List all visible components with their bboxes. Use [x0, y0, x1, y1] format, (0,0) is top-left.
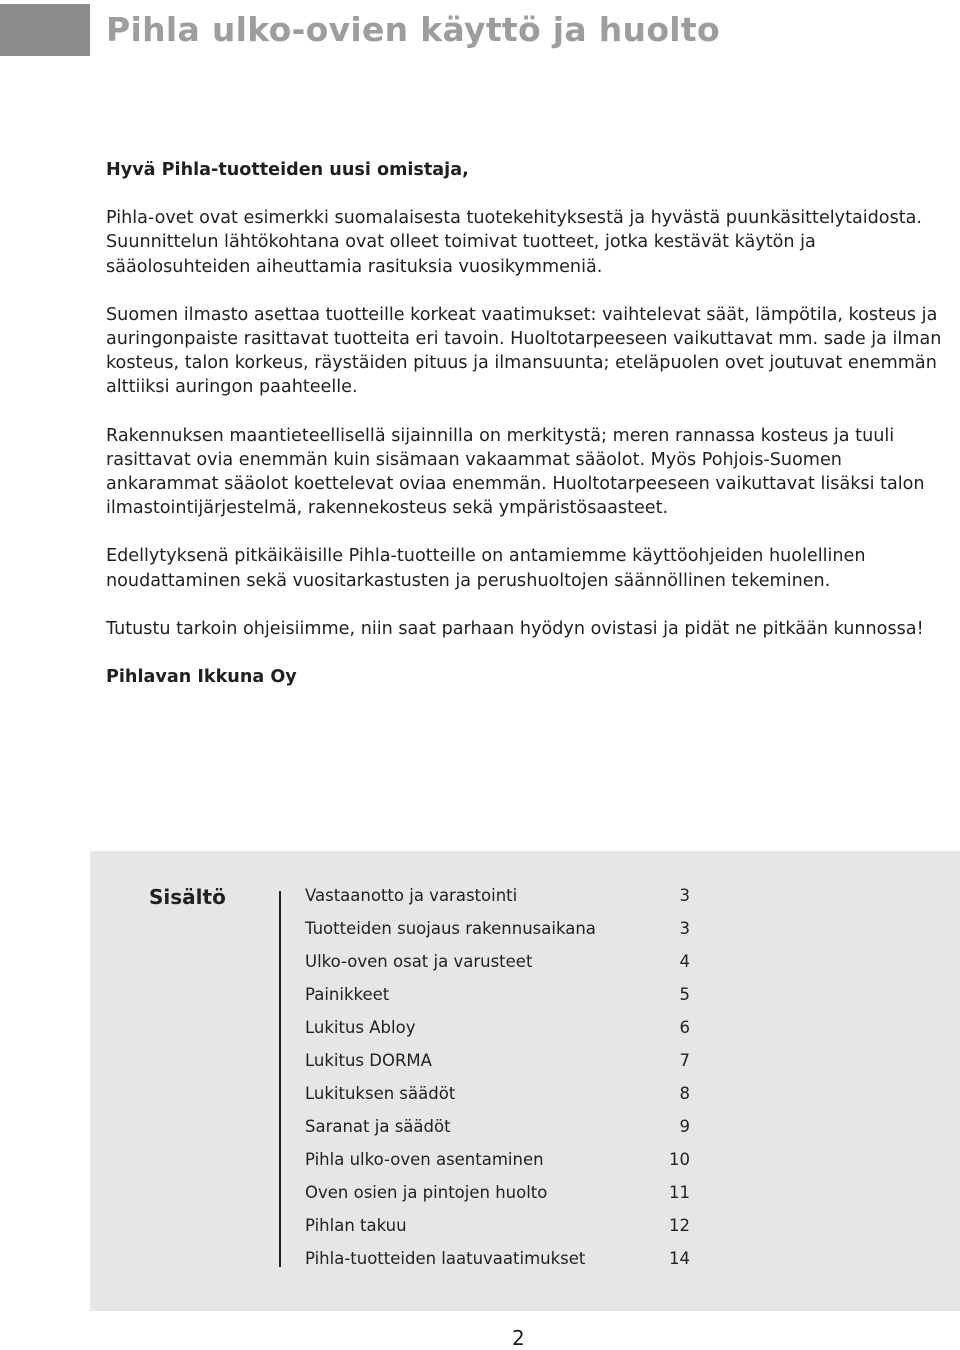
- paragraph: Rakennuksen maantieteellisellä sijainnilla on merkitystä; meren rannassa kosteus ja tuuli rasittavat ovia enemmän kuin sisämaan vakaammat sääolot. Myös Pohjois-Suomen ankarammat sääolot koettelevat oviaa enemmän. Huoltotarpeeseen vaikuttavat lisäksi talon ilmastointijärjestelmä, rakennekosteus sekä ympäristösaasteet.: [106, 425, 925, 519]
- toc-item[interactable]: [305, 1150, 690, 1183]
- toc-item-label: Saranat ja säädöt: [305, 1117, 451, 1136]
- toc-item-label: Tuotteiden suojaus rakennusaikana: [305, 919, 596, 938]
- toc-item[interactable]: [305, 1084, 690, 1117]
- paragraph: Tutustu tarkoin ohjeisiimme, niin saat parhaan hyödyn ovistasi ja pidät ne pitkään kunnossa!: [106, 618, 924, 639]
- table-of-contents: [90, 851, 960, 1311]
- toc-item-page: 8: [679, 1084, 690, 1103]
- toc-item-page: 12: [669, 1216, 690, 1235]
- toc-heading: Sisältö: [149, 885, 226, 909]
- toc-list: [305, 886, 690, 1282]
- toc-item[interactable]: [305, 1249, 690, 1282]
- toc-item-page: 6: [679, 1018, 690, 1037]
- toc-item-label: Pihla ulko-oven asentaminen: [305, 1150, 544, 1169]
- toc-item[interactable]: [305, 952, 690, 985]
- toc-item-page: 4: [679, 952, 690, 971]
- toc-item-label: Ulko-oven osat ja varusteet: [305, 952, 533, 971]
- greeting: Hyvä Pihla-tuotteiden uusi omistaja,: [106, 160, 469, 180]
- toc-item[interactable]: [305, 985, 690, 1018]
- toc-item-page: 3: [679, 919, 690, 938]
- toc-item-page: 7: [679, 1051, 690, 1070]
- toc-item-label: Vastaanotto ja varastointi: [305, 886, 518, 905]
- header-accent-block: [0, 4, 90, 56]
- paragraph: Pihla-ovet ovat esimerkki suomalaisesta tuotekehityksestä ja hyvästä puunkäsittelytaidosta. Suunnittelun lähtökohtana ovat olleet toimivat tuotteet, jotka kestävät käytön ja sääolosuhteiden aiheuttamia rasituksia vuosikymmeniä.: [106, 208, 923, 277]
- toc-item[interactable]: [305, 1216, 690, 1249]
- toc-item[interactable]: [305, 919, 690, 952]
- toc-item-page: 5: [679, 985, 690, 1004]
- toc-divider: [279, 891, 281, 1267]
- toc-item-page: 11: [669, 1183, 690, 1202]
- toc-item[interactable]: [305, 886, 690, 919]
- toc-item-label: Lukitus Abloy: [305, 1018, 416, 1037]
- paragraph: Suomen ilmasto asettaa tuotteille korkeat vaatimukset: vaihtelevat säät, lämpötila, kosteus ja auringonpaiste rasittavat tuotteita eri tavoin. Huoltotarpeeseen vaikuttavat mm. sade ja ilman kosteus, talon korkeus, räystäiden pituus ja ilmansuunta; eteläpuolen ovet joutuvat enemmän alttiiksi auringon paahteelle.: [106, 304, 942, 398]
- toc-item[interactable]: [305, 1018, 690, 1051]
- page-number: 2: [512, 1326, 525, 1350]
- toc-item-label: Pihla-tuotteiden laatuvaatimukset: [305, 1249, 586, 1268]
- toc-item-label: Oven osien ja pintojen huolto: [305, 1183, 548, 1202]
- intro-letter: [106, 158, 954, 713]
- toc-item-label: Lukitus DORMA: [305, 1051, 432, 1070]
- toc-item[interactable]: [305, 1051, 690, 1084]
- toc-item-page: 9: [679, 1117, 690, 1136]
- paragraph: Edellytyksenä pitkäikäisille Pihla-tuotteille on antamiemme käyttöohjeiden huolellinen noudattaminen sekä vuositarkastusten ja perushuoltojen säännöllinen tekeminen.: [106, 546, 866, 591]
- toc-item-page: 14: [669, 1249, 690, 1268]
- toc-item-label: Pihlan takuu: [305, 1216, 407, 1235]
- toc-item-label: Lukituksen säädöt: [305, 1084, 456, 1103]
- toc-item[interactable]: [305, 1117, 690, 1150]
- toc-item-label: Painikkeet: [305, 985, 390, 1004]
- toc-item[interactable]: [305, 1183, 690, 1216]
- toc-item-page: 10: [669, 1150, 690, 1169]
- page-title: Pihla ulko-ovien käyttö ja huolto: [106, 10, 720, 49]
- toc-item-page: 3: [679, 886, 690, 905]
- signature: Pihlavan Ikkuna Oy: [106, 667, 297, 688]
